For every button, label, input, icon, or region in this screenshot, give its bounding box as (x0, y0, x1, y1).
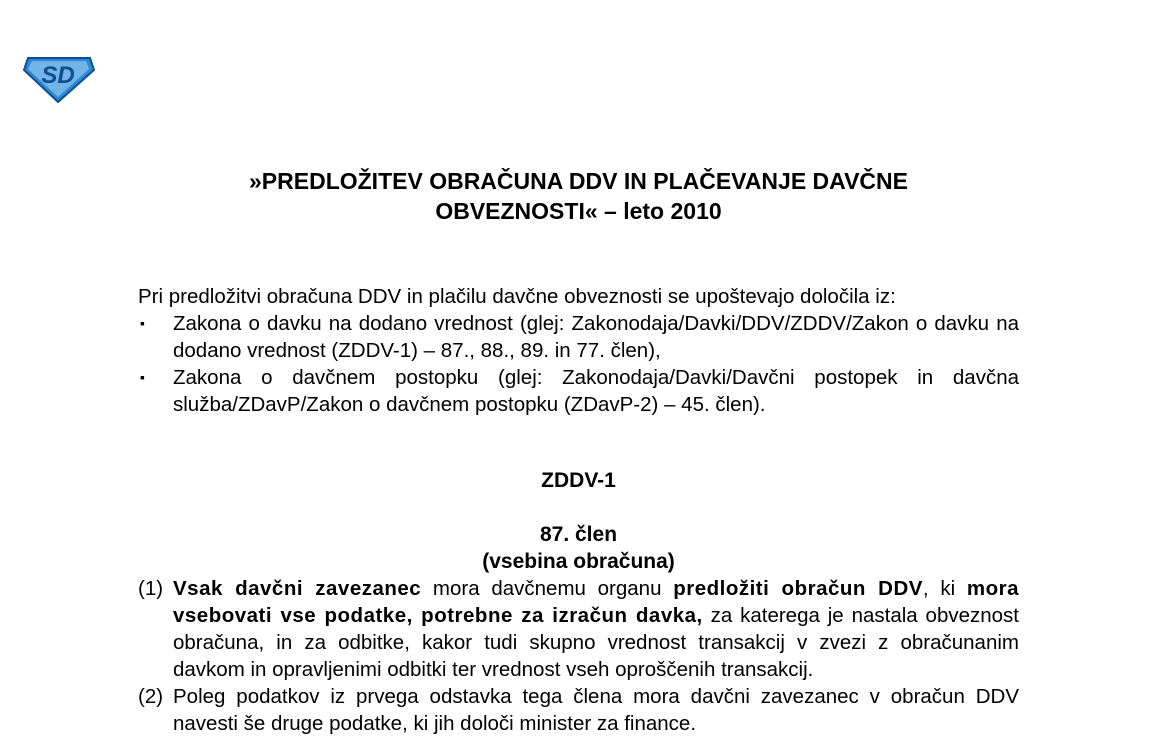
intro-section (138, 283, 1019, 418)
article-heading: 87. člen (539, 523, 618, 546)
title-line-2: OBVEZNOSTI« – leto 2010 (435, 198, 722, 224)
paragraph-text: , ki (922, 577, 967, 600)
paragraph-text: Poleg podatkov iz prvega odstavka tega člena mora davčni zavezanec v obračun DDV navesti še druge podatke, ki jih določi minister za finance. (173, 685, 1019, 735)
paragraph-number: (2) (138, 685, 164, 708)
paragraph-text: za katerega je nastala obveznost obračuna, in za odbitke, kakor tudi skupno vrednost transakcij v zvezi z obračunanim davkom in opravljenimi odbitki ter vrednost vseh oproščenih transakcij. (173, 604, 1019, 681)
article-body (138, 575, 1019, 737)
article-paragraph (138, 683, 1019, 737)
list-item-text: Zakona o davku na dodano vrednost (glej: Zakonodaja/Davki/DDV/ZDDV/Zakon o davku na dodano vrednost (ZDDV-1) – 87., 88., 89. in 77. člen), (173, 312, 1019, 362)
list-item (138, 364, 1019, 418)
paragraph-text: mora davčnemu organu (421, 577, 674, 600)
list-item-text: Zakona o davčnem postopku (glej: Zakonodaja/Davki/Davčni postopek in davčna služba/ZDavP/Zakon o davčnem postopku (ZDavP-2) – 45. člen). (173, 366, 1019, 416)
list-item (138, 310, 1019, 364)
source-list (138, 310, 1019, 418)
law-heading: ZDDV-1 (541, 469, 616, 492)
bullet-icon: ▪ (140, 369, 145, 385)
article-paragraph (138, 575, 1019, 683)
title-line-1: »PREDLOŽITEV OBRAČUNA DDV IN PLAČEVANJE DAVČNE (249, 168, 908, 194)
company-logo (22, 50, 96, 104)
emphasis-text: Vsak davčni zavezanec (173, 577, 422, 600)
document-title (0, 166, 1157, 226)
logo-text: SD (41, 62, 75, 89)
paragraph-number: (1) (138, 577, 164, 600)
intro-text: Pri predložitvi obračuna DDV in plačilu davčne obveznosti se upoštevajo določila iz: (138, 285, 896, 308)
emphasis-text: mora vsebovati vse podatke, potrebne za izračun davka, (173, 577, 1020, 627)
bullet-icon: ▪ (140, 315, 145, 331)
article-subheading: (vsebina obračuna) (482, 550, 675, 573)
emphasis-text: predložiti obračun DDV (673, 577, 923, 600)
